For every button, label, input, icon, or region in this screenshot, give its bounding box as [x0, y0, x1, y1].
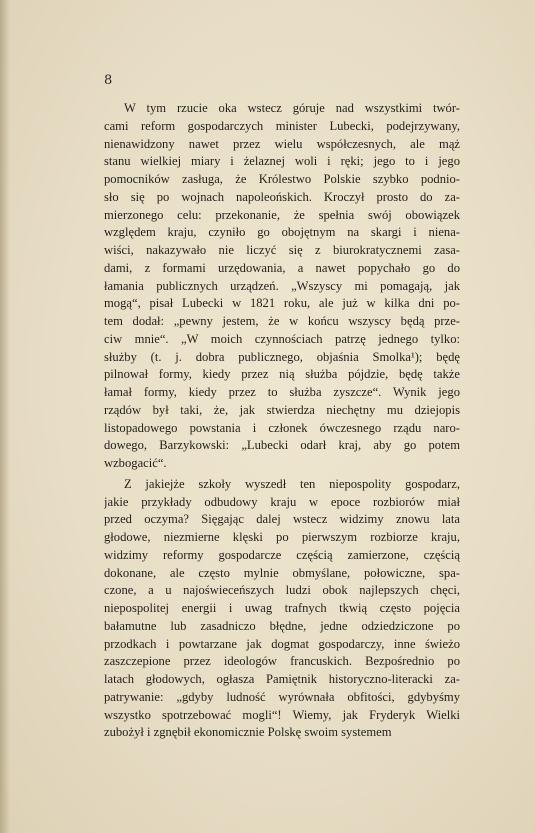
text-line: nienawidzony nawet przez wielu współczesnych, ale mąż	[104, 136, 460, 151]
text-line: wszystko spotrzebować mogli“! Wiemy, jak Fryderyk Wielki	[104, 707, 460, 722]
text-line: cami reform gospodarczych minister Lubecki, podejrzywany,	[104, 118, 460, 133]
text-line: służby (t. j. dobra publicznego, objaśnia Smolka¹); będę	[104, 349, 460, 364]
text-line: przodkach i powtarzane jak dogmat gospodarczy, inne świeżo	[104, 636, 460, 651]
text-line: zubożył i zgnębił ekonomicznie Polskę swoim systemem	[104, 725, 392, 740]
text-line: stanu wielkiej miary i żelaznej woli i ręki; jego to i jego	[104, 154, 460, 169]
text-line: głodowe, niezmierne klęski po pierwszym rozbiorze kraju,	[104, 530, 460, 544]
text-line: sło się po wojnach napoleońskich. Kroczył prosto do za-	[104, 189, 460, 204]
text-line: pilnował formy, kiedy przez nią służba pójdzie, będę także	[104, 367, 460, 382]
text-line: przed oczyma? Sięgając dalej wstecz widzimy znowu lata	[104, 512, 460, 527]
text-line: dokonane, ale często mylnie obmyślane, połowiczne, spa-	[104, 565, 460, 580]
text-line: wzbogacić“.	[104, 456, 167, 470]
text-line: tem dodał: „pewny jestem, że w końcu wszyscy będą prze-	[104, 314, 460, 328]
text-line: względem kraju, czyniło go obojętnym na skargi i niena-	[104, 225, 460, 240]
text-line: łamania publicznych urządzeń. „Wszyscy mi pomagają, jak	[104, 278, 460, 293]
text-line: dami, z formami urzędowania, a nawet popychało go do	[104, 260, 460, 275]
text-line: jakie przykłady odbudowy kraju w epoce rozbiorów miał	[104, 494, 460, 509]
text-line: mierzonego celu: przekonanie, że spełnia swój obowiązek	[104, 207, 460, 222]
text-line: Z jakiejże szkoły wyszedł ten niepospolity gospodarz,	[124, 476, 460, 491]
page-gutter-shadow	[0, 0, 10, 833]
text-line: niepospolitej energii i uwag trafnych tkwią często pojęcia	[104, 601, 460, 615]
text-line: mogą“, pisał Lubecki w 1821 roku, ale już w kilka dni po-	[104, 296, 460, 311]
text-line: czone, a u najoświeceńszych ludzi obok najlepszych chęci,	[104, 583, 460, 598]
text-line: bałamutne lub zasadniczo błędne, jedne odziedziczone po	[104, 618, 460, 633]
text-line: listopadowego powstania i członek ówczesnego rządu naro-	[104, 420, 460, 435]
text-line: patrywanie: „gdyby ludność wyrównała obfitości, gdybyśmy	[104, 689, 460, 704]
paragraph	[104, 476, 460, 742]
body-text	[104, 100, 460, 745]
text-line: zaszczepione przez ideologów francuskich. Bezpośrednio po	[104, 654, 460, 669]
text-line: rządów był taki, że, jak stwierdza niechętny mu dziejopis	[104, 402, 460, 417]
text-line: widzimy reformy gospodarcze częścią zamierzone, częścią	[104, 547, 460, 562]
page-number: 8	[104, 73, 113, 88]
text-line: łamał formy, kiedy przez to służba zyszcze“. Wynik jego	[104, 385, 460, 399]
text-line: latach głodowych, ogłasza Pamiętnik historyczno-literacki za-	[104, 672, 460, 686]
text-line: W tym rzucie oka wstecz góruje nad wszystkimi twór-	[124, 101, 460, 115]
text-line: dowego, Barzykowski: „Lubecki odarł kraj, aby go potem	[104, 438, 460, 453]
paragraph	[104, 100, 460, 473]
text-line: ciw mnie“. „W moich czynnościach patrzę jednego tylko:	[104, 331, 460, 346]
text-line: wiści, nakazywało nie liczyć się z biurokratycznemi zasa-	[104, 243, 460, 257]
text-line: pomocników zasługa, że Królestwo Polskie szybko podnio-	[104, 172, 460, 186]
